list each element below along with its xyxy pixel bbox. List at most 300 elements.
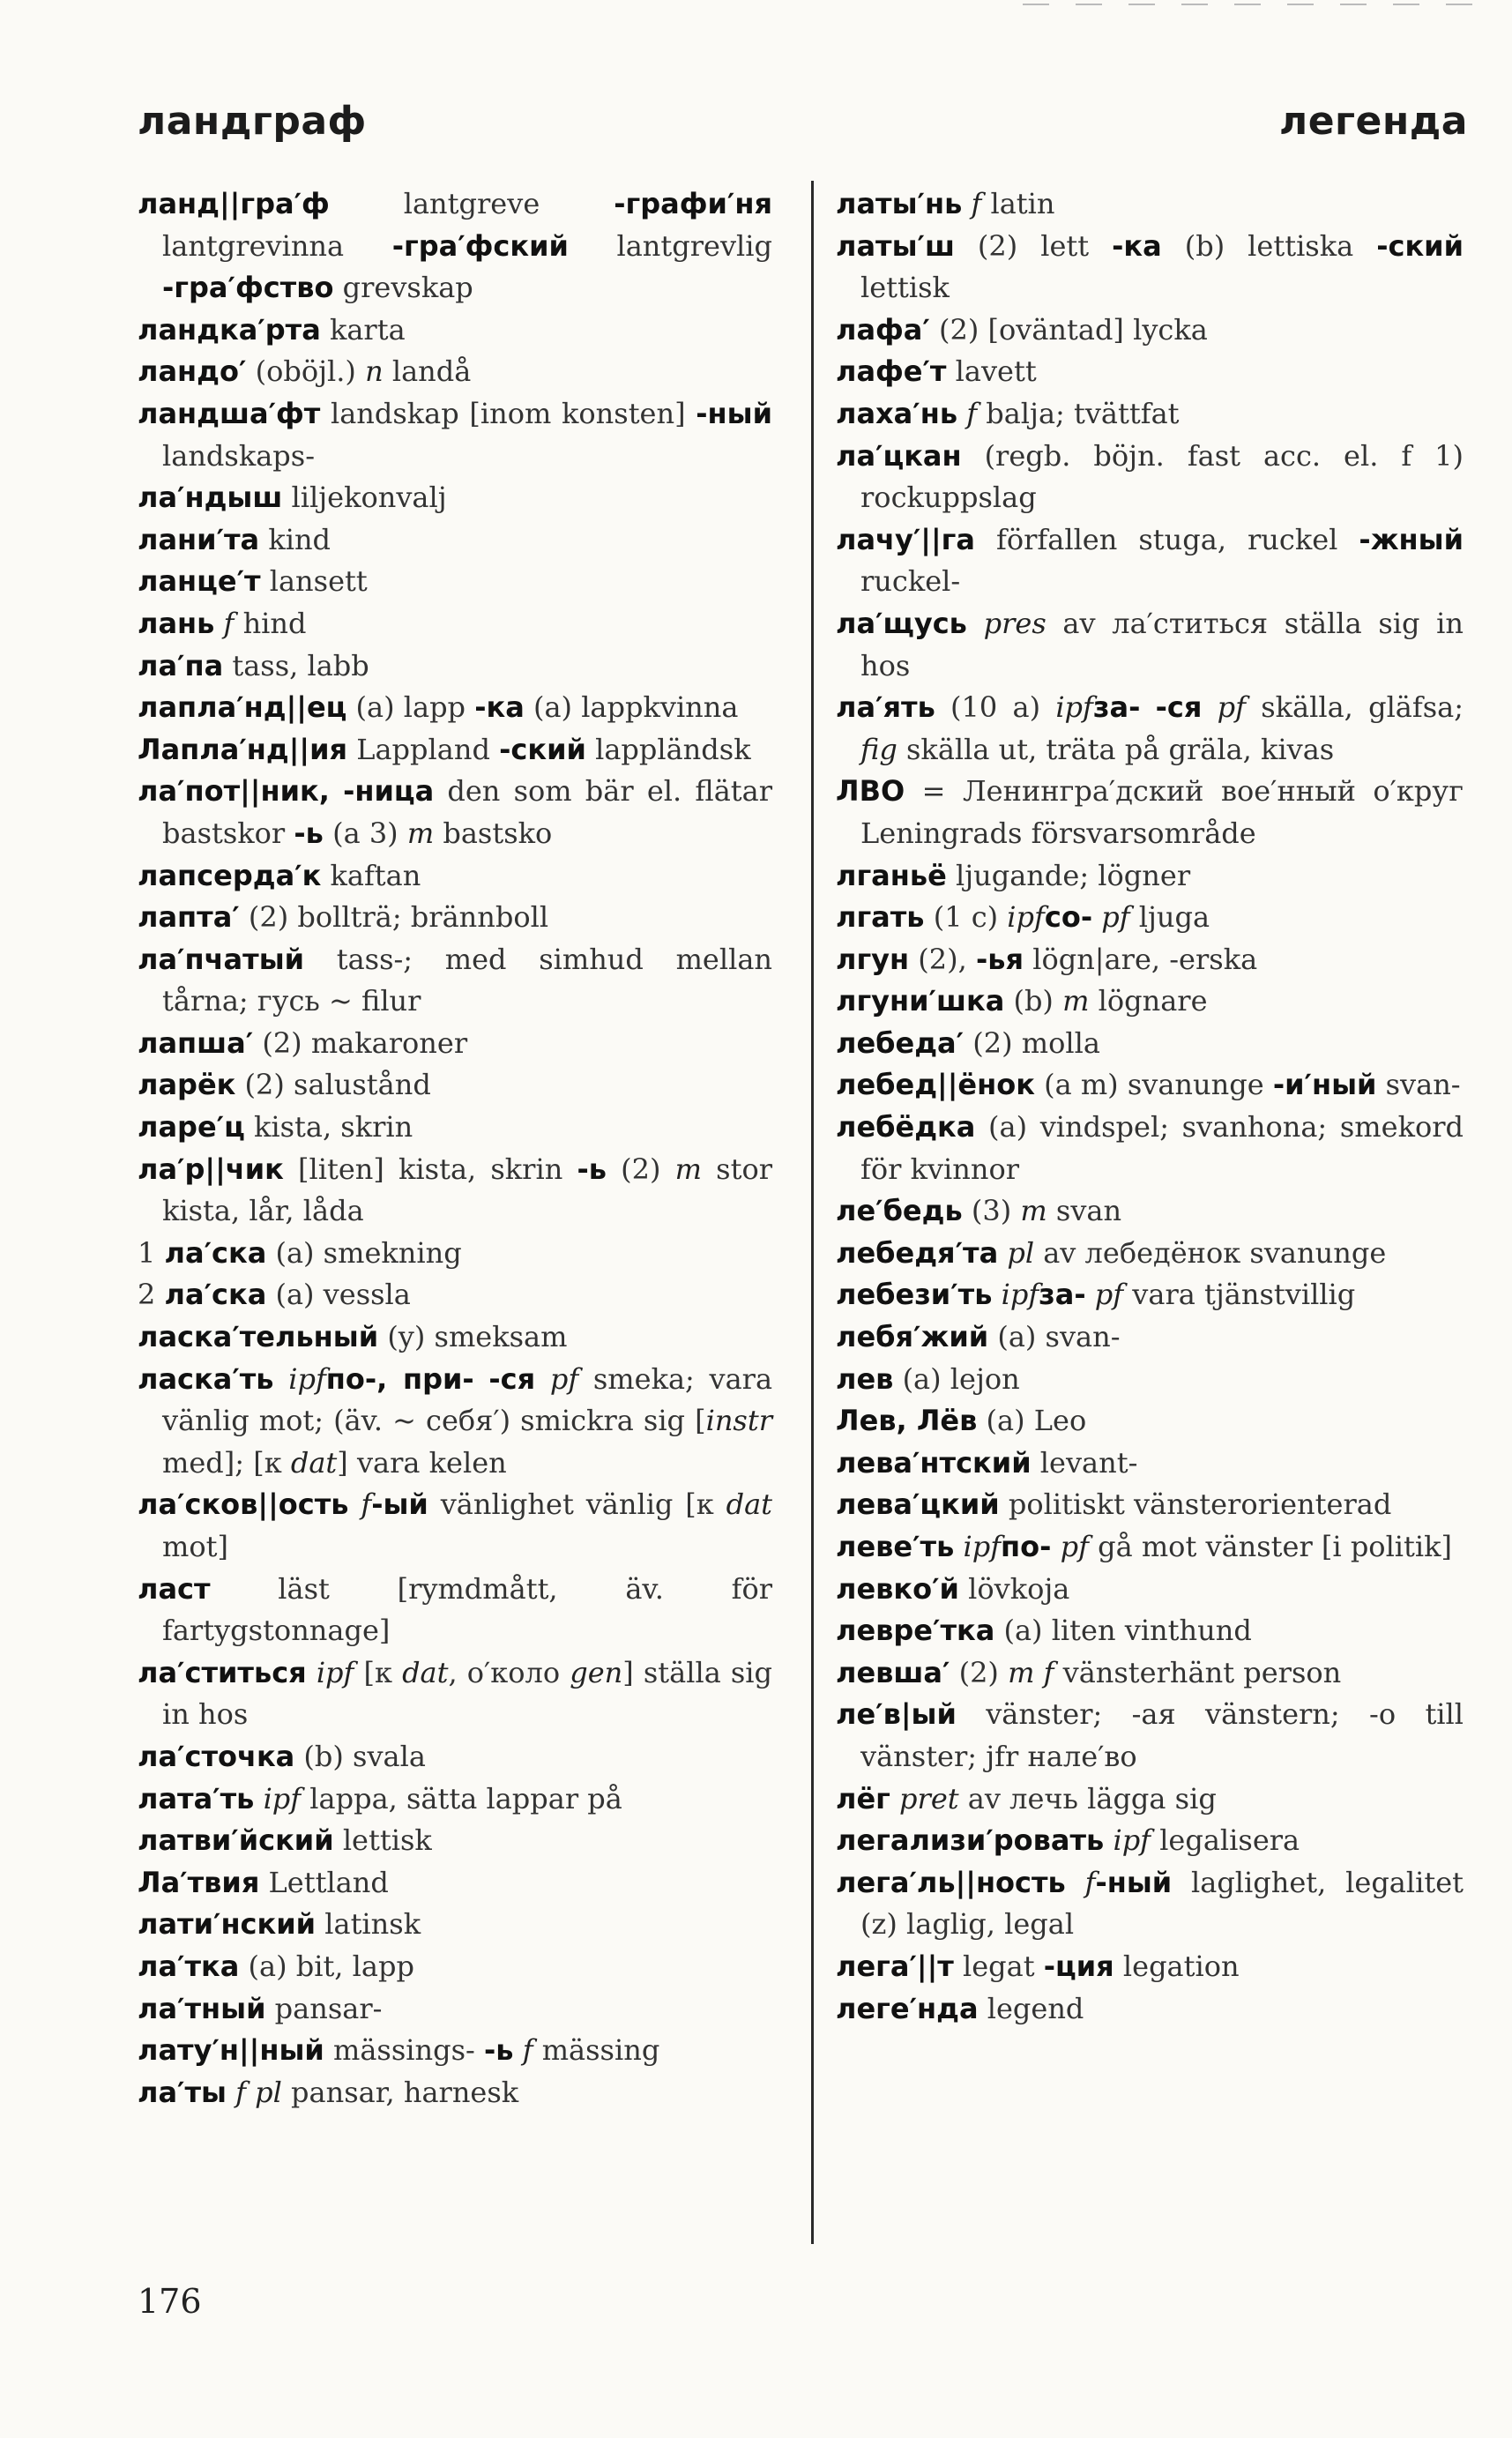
derived-form: за- xyxy=(1092,690,1141,725)
column-divider xyxy=(811,181,814,2244)
dictionary-entry xyxy=(138,1988,772,2031)
definition-text: [liten] kista, skrin xyxy=(283,1152,577,1186)
homonym-number: 2 xyxy=(138,1278,165,1312)
headword: легализи′ровать xyxy=(836,1823,1105,1858)
dictionary-entry xyxy=(138,561,772,603)
definition-text: svan- xyxy=(1376,1068,1461,1102)
grammar-label: ipf xyxy=(1007,900,1045,935)
definition-text: ljugande; lögner xyxy=(946,858,1191,892)
headword: ла′па xyxy=(138,648,224,682)
grammar-label: dat xyxy=(290,1445,338,1480)
dictionary-entry xyxy=(138,309,772,352)
definition-text: (z) laglig, legal xyxy=(860,1907,1075,1942)
dictionary-entry xyxy=(836,1610,1464,1652)
dictionary-entry xyxy=(836,1946,1464,1988)
definition-text: den som bär el. flätar bastskor xyxy=(162,774,773,850)
derived-form: -гра′фство xyxy=(162,271,334,305)
headword: ла′р||чик xyxy=(138,1152,284,1186)
grammar-label: pf xyxy=(549,1361,579,1396)
definition-text: (a) vindspel; svanhona; smekord för kvinnor xyxy=(860,1110,1464,1186)
definition-text: pansar, harnesk xyxy=(281,2075,519,2109)
headword: ландша′фт xyxy=(138,396,321,430)
dictionary-entry xyxy=(836,1064,1464,1107)
definition-text: läst [rymdmått, äv. för fartygstonnage] xyxy=(162,1571,772,1648)
dictionary-entry xyxy=(836,1652,1464,1695)
headword: лев xyxy=(836,1361,894,1396)
headword: лата′ть xyxy=(138,1781,255,1815)
definition-text: ] ställa sig in hos xyxy=(162,1655,773,1732)
dictionary-entry xyxy=(836,1820,1464,1862)
definition-text: mässing xyxy=(533,2033,660,2068)
dictionary-entry xyxy=(836,1359,1464,1401)
definition-text: (2) [oväntad] lycka xyxy=(929,312,1208,347)
definition-text: lögnare xyxy=(1089,984,1208,1018)
definition-text xyxy=(330,774,343,808)
definition-text xyxy=(890,1782,899,1815)
grammar-label: m xyxy=(1020,1194,1047,1228)
dictionary-entry xyxy=(836,603,1464,687)
dictionary-entry xyxy=(138,1359,772,1485)
definition-text xyxy=(1086,1278,1095,1311)
dictionary-entry xyxy=(138,855,772,898)
headword: ла′пчатый xyxy=(138,942,305,976)
definition-text: (2) molla xyxy=(964,1025,1100,1060)
derived-form: -ка xyxy=(1112,228,1162,263)
right-column xyxy=(836,183,1464,2030)
definition-text: (a 3) xyxy=(323,816,407,850)
headword: латы′ш xyxy=(836,228,955,263)
dictionary-entry xyxy=(836,1778,1464,1821)
headword: ла′сточка xyxy=(138,1739,295,1773)
derived-form: -ся xyxy=(488,1361,536,1396)
definition-text: gräla, kivas xyxy=(1168,732,1335,766)
headword: лафа′ xyxy=(836,312,930,347)
definition-text xyxy=(962,187,971,220)
grammar-label: ipf xyxy=(263,1781,302,1815)
definition-text: (1 c) xyxy=(924,900,1008,935)
definition-text: kista, skrin xyxy=(244,1110,413,1144)
definition-text: Lappland xyxy=(347,732,500,766)
dictionary-entry xyxy=(138,897,772,939)
definition-text xyxy=(954,1530,963,1563)
headword: лапша′ xyxy=(138,1025,254,1060)
grammar-label: f xyxy=(1084,1865,1096,1899)
grammar-label: instr xyxy=(705,1404,772,1438)
grammar-label: f xyxy=(522,2033,533,2068)
dictionary-entry xyxy=(138,1778,772,1821)
headword: лебёдка xyxy=(836,1110,976,1144)
definition-text: lettisk xyxy=(333,1823,432,1858)
dictionary-entry xyxy=(138,183,772,309)
dictionary-entry xyxy=(836,1400,1464,1443)
dictionary-entry xyxy=(138,1820,772,1862)
headword: лебя′жий xyxy=(836,1320,989,1354)
definition-text: legation xyxy=(1114,1949,1240,1983)
definition-text: (a) svan- xyxy=(988,1320,1121,1354)
dictionary-entry xyxy=(836,855,1464,898)
definition-text: landskaps- xyxy=(162,438,316,473)
headword: лапта′ xyxy=(138,900,240,935)
headword: ландо′ xyxy=(138,354,247,389)
headword: ласка′тельный xyxy=(138,1320,379,1354)
definition-text xyxy=(992,1278,1001,1311)
definition-text: ljuga xyxy=(1129,900,1210,935)
definition-text: lögn|are, -erska xyxy=(1024,942,1258,976)
dictionary-entry xyxy=(138,1233,772,1275)
dictionary-entry xyxy=(138,1904,772,1946)
dictionary-entry xyxy=(138,1736,772,1778)
grammar-label: pf xyxy=(1094,1278,1124,1312)
definition-text: (b) lettiska xyxy=(1161,228,1377,263)
headword: ЛВО xyxy=(836,774,905,809)
derived-form: -и′ный xyxy=(1272,1068,1377,1102)
definition-text: vänster; -ая vänstern; -о till vänster; jfr нале′во xyxy=(860,1697,1464,1773)
definition-text: [к xyxy=(253,1445,291,1480)
definition-text: lansett xyxy=(260,564,368,599)
definition-text: mässings- xyxy=(324,2033,484,2068)
headword: ле′в|ый xyxy=(836,1697,957,1732)
derived-form: -ный xyxy=(696,396,772,430)
derived-form: -ь xyxy=(577,1152,607,1186)
grammar-label: pres xyxy=(983,606,1046,640)
headword: лева′цкий xyxy=(836,1487,1000,1522)
headword: ла′ска xyxy=(164,1235,267,1270)
derived-form: -ья xyxy=(975,942,1024,976)
definition-text: grevskap xyxy=(333,271,473,305)
headword: ларёк xyxy=(138,1068,236,1102)
definition-text: lantgrevinna xyxy=(162,228,392,263)
grammar-label: pret xyxy=(899,1781,959,1815)
definition-text: lappländsk xyxy=(585,732,751,766)
definition-text: (a) Leo xyxy=(977,1404,1087,1438)
dictionary-entry xyxy=(836,1988,1464,2031)
definition-text: förfallen stuga, ruckel xyxy=(974,522,1359,556)
headword: лачу′||га xyxy=(836,522,975,556)
grammar-label: ipf xyxy=(1055,690,1093,725)
headword: Ла′твия xyxy=(138,1865,260,1899)
definition-text: pansar- xyxy=(265,1991,383,2025)
derived-form: -ный xyxy=(1095,1865,1173,1899)
headword: ландка′рта xyxy=(138,312,321,347)
definition-text: bastsko xyxy=(434,816,553,850)
definition-text: (a) lapp xyxy=(346,690,475,725)
guide-word-right: легенда xyxy=(1278,99,1468,144)
derived-form: за- xyxy=(1039,1278,1086,1312)
dictionary-entry xyxy=(836,1190,1464,1233)
definition-text: lettisk xyxy=(860,271,950,305)
headword: ла′сков||ость xyxy=(138,1487,349,1522)
grammar-label: gen xyxy=(570,1655,623,1689)
definition-text xyxy=(307,1656,317,1689)
definition-text: laglighet, legalitet xyxy=(1172,1865,1464,1899)
grammar-label: pf xyxy=(1101,900,1130,935)
headword: лебези′ть xyxy=(836,1278,993,1312)
grammar-label: ipf xyxy=(288,1361,326,1396)
definition-text: liljekonvalj xyxy=(282,481,447,515)
homonym-number: 1 xyxy=(138,1235,165,1270)
dictionary-entry xyxy=(836,393,1464,436)
definition-text: vara tjänstvillig xyxy=(1123,1278,1356,1312)
dictionary-entry xyxy=(836,351,1464,393)
grammar-label: f xyxy=(361,1487,372,1522)
dictionary-entry xyxy=(836,1233,1464,1275)
grammar-label: pf xyxy=(1217,690,1246,725)
headword: ле′бедь xyxy=(836,1194,963,1228)
headword: ланце′т xyxy=(138,564,261,599)
headword: лань xyxy=(138,606,215,640)
headword: латы′нь xyxy=(836,187,963,220)
definition-text: landskap [inom konsten] xyxy=(320,396,696,430)
dictionary-entry xyxy=(138,939,772,1023)
derived-form: -ь xyxy=(484,2033,514,2068)
dictionary-entry xyxy=(836,1107,1464,1190)
grammar-label: m xyxy=(674,1152,703,1186)
definition-text: (a m) svanunge xyxy=(1034,1068,1273,1102)
dictionary-entry xyxy=(138,687,772,729)
headword: лёг xyxy=(836,1781,890,1815)
headword: ланд||гра′ф xyxy=(138,187,330,220)
definition-text: (2), xyxy=(909,942,976,976)
dictionary-entry xyxy=(836,1694,1464,1778)
definition-text: hind xyxy=(234,606,307,640)
headword: леге′нда xyxy=(836,1991,979,2025)
definition-text: lövkoja xyxy=(958,1571,1070,1606)
dictionary-entry xyxy=(138,393,772,477)
definition-text: politiskt vänsterorienterad xyxy=(999,1487,1392,1522)
headword: лебеда′ xyxy=(836,1025,965,1060)
derived-form: -ский xyxy=(1376,228,1464,263)
definition-text: = Ленингра′дский вое′нный о′круг Leningrads försvarsområde xyxy=(860,774,1464,850)
headword: лега′ль||ность xyxy=(836,1865,1066,1899)
definition-text: svan xyxy=(1046,1194,1122,1228)
headword: ла′ска xyxy=(164,1278,267,1312)
dictionary-entry xyxy=(836,1862,1464,1946)
dictionary-entry xyxy=(138,1064,772,1107)
dictionary-entry xyxy=(138,477,772,519)
headword: лега′||т xyxy=(836,1949,954,1983)
grammar-label: m xyxy=(406,816,435,850)
definition-text: ] vara kelen xyxy=(337,1445,507,1480)
left-column xyxy=(138,183,772,2114)
dictionary-entry xyxy=(138,1316,772,1359)
definition-text: av ла′ститься ställa sig in hos xyxy=(860,606,1464,682)
dictionary-entry xyxy=(836,309,1464,352)
definition-text: , о′коло xyxy=(448,1655,570,1689)
grammar-label: ipf xyxy=(1113,1823,1151,1858)
definition-text: balja; tvättfat xyxy=(977,396,1180,430)
headword: лгать xyxy=(836,900,925,935)
dictionary-entry xyxy=(138,519,772,562)
derived-form: -ый xyxy=(371,1487,428,1522)
dictionary-entry xyxy=(138,2030,772,2072)
definition-text: (b) svala xyxy=(294,1739,426,1773)
definition-text: (oböjl.) xyxy=(246,354,366,389)
derived-form: по-, при- xyxy=(325,1361,474,1396)
definition-text xyxy=(254,1782,263,1815)
dictionary-entry xyxy=(836,687,1464,771)
guide-word-left: ландграф xyxy=(138,99,367,144)
dictionary-entry xyxy=(836,226,1464,309)
grammar-label: ipf xyxy=(1001,1278,1039,1312)
definition-text xyxy=(514,2033,523,2067)
grammar-label: n xyxy=(365,354,384,389)
definition-text xyxy=(274,1362,289,1396)
dictionary-entry xyxy=(836,980,1464,1023)
headword: ла′тка xyxy=(138,1949,240,1983)
derived-form: -ция xyxy=(1043,1949,1114,1983)
definition-text: av лебедёнок svanunge xyxy=(1034,1235,1387,1270)
dictionary-entry xyxy=(138,603,772,645)
grammar-label: f xyxy=(966,396,978,430)
grammar-label: m f xyxy=(1008,1655,1054,1689)
dictionary-entry xyxy=(138,729,772,772)
definition-text xyxy=(1202,690,1217,724)
dictionary-entry xyxy=(138,351,772,393)
dictionary-entry xyxy=(836,436,1464,519)
headword: ласка′ть xyxy=(138,1361,274,1396)
definition-text: (a) smekning xyxy=(266,1235,462,1270)
dictionary-entry xyxy=(836,1443,1464,1485)
grammar-label: dat xyxy=(402,1655,449,1689)
definition-text: stor kista, lår, låda xyxy=(162,1152,773,1228)
definition-text: lantgreve xyxy=(329,187,614,220)
definition-text xyxy=(214,607,223,640)
headword: лганьё xyxy=(836,858,947,892)
headword: лати′нский xyxy=(138,1907,317,1942)
definition-text: (2) bollträ; brännboll xyxy=(239,900,549,935)
headword: ла′ты xyxy=(138,2075,227,2109)
definition-text xyxy=(227,2076,235,2109)
derived-form: -ский xyxy=(499,732,586,766)
dictionary-entry xyxy=(836,183,1464,226)
definition-text: vänlighet xyxy=(428,1487,586,1522)
headword: латви′йский xyxy=(138,1823,334,1858)
definition-text: (a) vessla xyxy=(266,1278,411,1312)
headword: левко′й xyxy=(836,1571,959,1606)
definition-text: legat xyxy=(953,1949,1044,1983)
definition-text: landå xyxy=(383,354,472,389)
dictionary-entry xyxy=(138,1023,772,1065)
headword: лани′та xyxy=(138,522,260,556)
headword: левша′ xyxy=(836,1655,950,1689)
definition-text: (b) xyxy=(1004,984,1063,1018)
dictionary-entry xyxy=(138,2072,772,2114)
grammar-label: f xyxy=(223,606,235,640)
dictionary-entry xyxy=(836,1569,1464,1611)
headword: лгун xyxy=(836,942,910,976)
grammar-label: m xyxy=(1062,984,1090,1018)
dictionary-entry xyxy=(138,1484,772,1568)
headword: ла′ститься xyxy=(138,1655,307,1689)
definition-text: legend xyxy=(978,1991,1084,2025)
dictionary-entry xyxy=(138,771,772,854)
definition-text: lavett xyxy=(946,354,1037,389)
headword: лгуни′шка xyxy=(836,984,1005,1018)
headword: лафе′т xyxy=(836,354,947,389)
grammar-label: f pl xyxy=(235,2075,282,2109)
definition-text: (a) liten vinthund xyxy=(994,1614,1252,1648)
derived-form: -жный xyxy=(1359,522,1464,556)
dictionary-entry xyxy=(138,1107,772,1149)
definition-text: legalisera xyxy=(1151,1823,1300,1858)
definition-text: latinsk xyxy=(316,1907,421,1942)
grammar-label: ipf xyxy=(963,1530,1002,1563)
definition-text: Lettland xyxy=(259,1865,389,1899)
dictionary-entry xyxy=(138,1569,772,1652)
derived-form: -ь xyxy=(294,816,324,850)
definition-text: mot] xyxy=(162,1530,228,1563)
definition-text: tass-; med simhud mellan tårna; гусь ~ filur xyxy=(162,942,772,1018)
headword: лева′нтский xyxy=(836,1445,1032,1480)
dictionary-entry xyxy=(836,1316,1464,1359)
page-number: 176 xyxy=(138,2282,202,2321)
headword: леве′ть xyxy=(836,1530,955,1563)
headword: лаха′нь xyxy=(836,396,958,430)
definition-text: gå mot vänster [i politik] xyxy=(1088,1530,1452,1563)
headword: ла′цкан xyxy=(836,438,962,473)
definition-text: lantgrevlig xyxy=(568,228,773,263)
dictionary-entry xyxy=(836,897,1464,939)
derived-form: -ница xyxy=(343,774,435,809)
definition-text: kind xyxy=(259,522,331,556)
grammar-label: ipf xyxy=(316,1655,354,1689)
definition-text: (2) xyxy=(607,1152,675,1186)
dictionary-entry xyxy=(836,1526,1464,1569)
dictionary-entry xyxy=(138,1652,772,1736)
dictionary-entry xyxy=(138,1274,772,1316)
definition-text: ruckel- xyxy=(860,564,961,599)
grammar-label: pl xyxy=(1007,1235,1035,1270)
dictionary-entry xyxy=(138,1946,772,1988)
headword: лату′н||ный xyxy=(138,2033,324,2068)
definition-text: karta xyxy=(320,312,406,347)
headword: лапла′нд||ец xyxy=(138,690,347,725)
dictionary-entry xyxy=(138,1149,772,1233)
dictionary-entry xyxy=(836,1023,1464,1065)
derived-form: -гра′фский xyxy=(391,228,569,263)
definition-text: lappa, sätta lappar på xyxy=(301,1781,622,1815)
headword: ла′тный xyxy=(138,1991,266,2025)
definition-text: levant- xyxy=(1031,1445,1138,1480)
dictionary-entry xyxy=(836,771,1464,854)
headword: лебед||ёнок xyxy=(836,1068,1035,1102)
headword: левре′тка xyxy=(836,1614,995,1648)
definition-text: (a) lejon xyxy=(893,1361,1020,1396)
definition-text: vänlig [к xyxy=(585,1487,726,1522)
definition-text xyxy=(1104,1823,1113,1857)
headword: ласт xyxy=(138,1571,211,1606)
definition-text: tass, labb xyxy=(223,648,369,682)
headword: ла′ять xyxy=(836,690,935,725)
definition-text xyxy=(474,1362,489,1396)
dictionary-entry xyxy=(138,1862,772,1905)
derived-form: -ся xyxy=(1155,690,1203,725)
definition-text: kaftan xyxy=(321,858,421,892)
dictionary-entry xyxy=(836,1274,1464,1316)
derived-form: -ка xyxy=(474,690,525,725)
definition-text xyxy=(1092,900,1101,934)
definition-text: (a) bit, lapp xyxy=(239,1949,414,1983)
definition-text: (2) salustånd xyxy=(235,1068,431,1102)
definition-text xyxy=(1066,1866,1085,1899)
definition-text: smeka; vara vänlig mot; (äv. ~ себя′) smickra sig [ xyxy=(162,1361,773,1438)
definition-text xyxy=(967,607,984,640)
definition-text xyxy=(957,397,966,430)
definition-text xyxy=(1051,1530,1060,1563)
derived-form: по- xyxy=(1001,1530,1052,1563)
definition-text xyxy=(535,1362,550,1396)
definition-text: (regb. böjn. fast acc. el. f 1) rockuppslag xyxy=(860,438,1464,515)
